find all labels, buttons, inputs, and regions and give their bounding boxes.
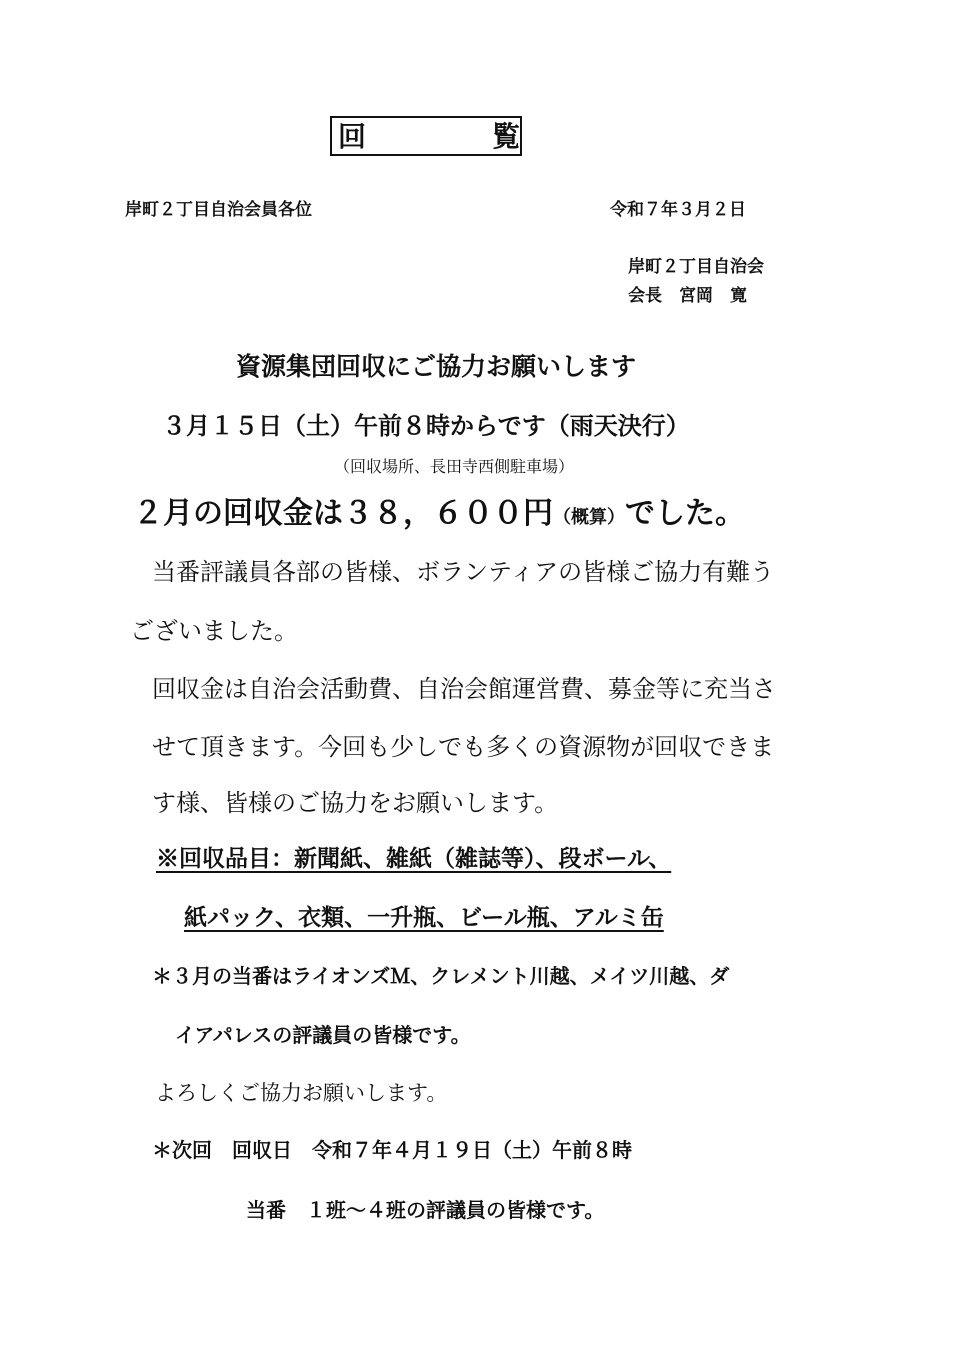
next-collection-duty: 当番 １班～４班の評議員の皆様です。 [246,1198,605,1222]
headline: 資源集団回収にご協力お願いします [236,352,637,381]
proceeds-suffix: でした。 [625,496,745,531]
schedule: ３月１５日（土）午前８時からです（雨天決行） [162,411,690,440]
sender-name: 会長 宮岡 寛 [628,286,747,306]
collection-location: （回収場所、長田寺西側駐車場） [334,457,575,476]
closing-line: よろしくご協力お願いします。 [155,1081,448,1105]
title-box [330,116,522,156]
usage-line-2: せて頂きます。今回も少しでも多くの資源物が回収できま [152,733,775,761]
title-char-1: 回 [338,120,367,153]
thanks-line-2: ございました。 [130,617,298,645]
usage-line-1: 回収金は自治会活動費、自治会館運営費、募金等に充当さ [152,675,776,703]
addressee: 岸町２丁目自治会員各位 [125,200,312,220]
items-line-1: ※回収品目：新聞紙、雑紙（雑誌等）、段ボール、 [156,845,672,872]
title-char-2: 覧 [492,120,521,153]
items-line-2: 紙パック、衣類、一升瓶、ビール瓶、アルミ缶 [184,904,664,931]
proceeds-line [133,494,745,538]
next-collection-date: ＊次回 回収日 令和７年４月１９日（土）午前８時 [152,1138,632,1162]
usage-line-3: す様、皆様のご協力をお願いします。 [152,789,559,817]
duty-line-1: ＊３月の当番はライオンズＭ、クレメント川越、メイツ川越、ダ [152,964,730,988]
thanks-line-1: 当番評議員各部の皆様、ボランティアの皆様ご協力有難う [152,558,775,586]
proceeds-approx: （概算） [553,507,625,528]
duty-line-2: イアパレスの評議員の皆様です。 [175,1023,471,1047]
sender-organization: 岸町２丁目自治会 [628,257,764,277]
proceeds-amount: ２月の回収金は３８，６００円 [133,496,553,531]
issue-date: 令和７年３月２日 [610,200,746,220]
